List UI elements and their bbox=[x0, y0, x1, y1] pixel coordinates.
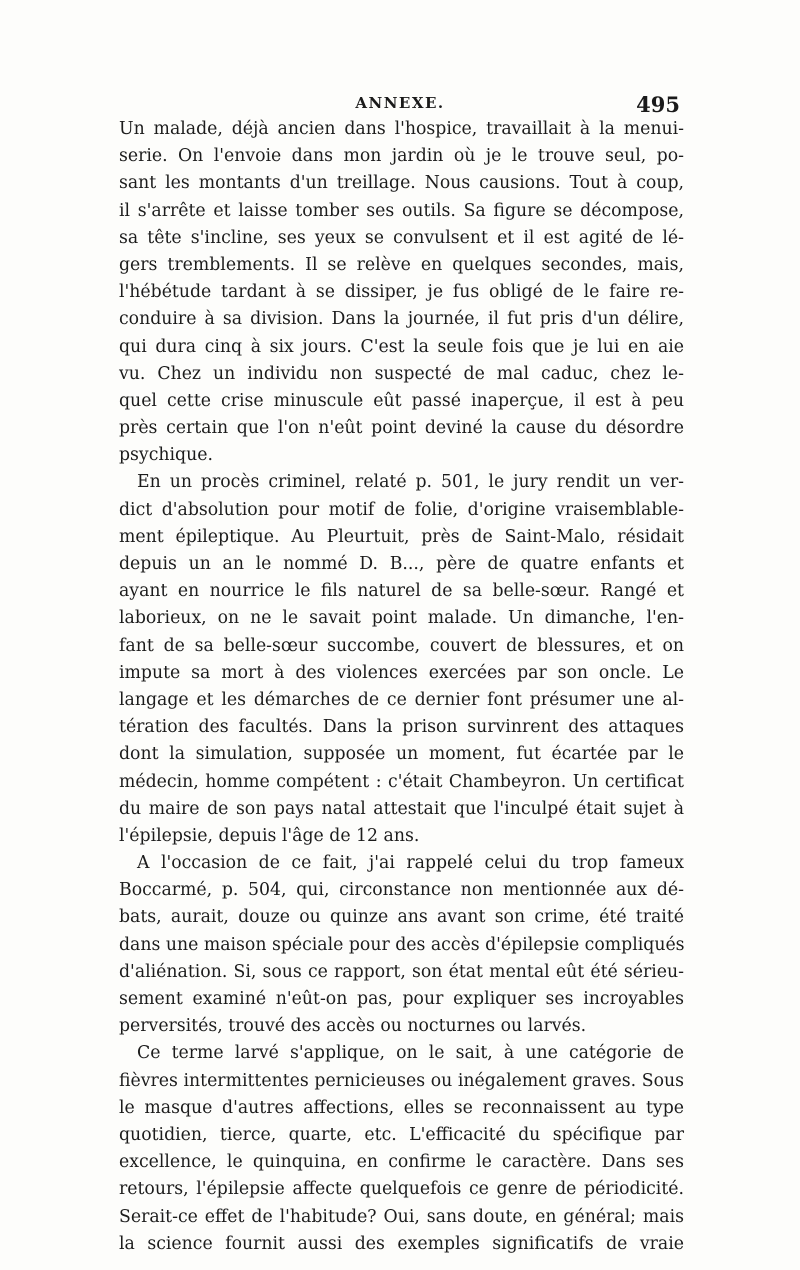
text-line: excellence, le quinquina, en confirme le caractère. Dans ses bbox=[119, 1152, 684, 1173]
text-line: En un procès criminel, relaté p. 501, le jury rendit un ver- bbox=[137, 472, 684, 493]
text-line: gers tremblements. Il se relève en quelques secondes, mais, bbox=[119, 254, 684, 275]
body-text bbox=[119, 116, 684, 1258]
text-line: qui dura cinq à six jours. C'est la seule fois que je lui en aie bbox=[119, 336, 684, 357]
text-line: sement examiné n'eût-on pas, pour expliquer ses incroyables bbox=[119, 989, 684, 1009]
text-line: Serait-ce effet de l'habitude? Oui, sans doute, en général; mais bbox=[119, 1206, 684, 1227]
text-line: tération des facultés. Dans la prison survinrent des attaques bbox=[119, 717, 684, 738]
text-line: psychique. bbox=[119, 445, 213, 466]
text-line: laborieux, on ne le savait point malade. Un dimanche, l'en- bbox=[119, 608, 684, 629]
text-line: conduire à sa division. Dans la journée, il fut pris d'un délire, bbox=[119, 309, 684, 330]
text-line: l'épilepsie, depuis l'âge de 12 ans. bbox=[119, 825, 420, 846]
text-line: il s'arrête et laisse tomber ses outils. Sa figure se décompose, bbox=[119, 200, 684, 221]
text-line: la science fournit aussi des exemples significatifs de vraie bbox=[119, 1233, 684, 1254]
text-line: sa tête s'incline, ses yeux se convulsent et il est agité de lé- bbox=[119, 227, 684, 248]
text-line: depuis un an le nommé D. B..., père de quatre enfants et bbox=[119, 554, 684, 574]
text-line: retours, l'épilepsie affecte quelquefois ce genre de périodicité. bbox=[119, 1179, 684, 1200]
text-line: du maire de son pays natal attestait que l'inculpé était sujet à bbox=[119, 798, 684, 819]
running-head: ANNEXE. bbox=[355, 94, 445, 112]
text-line: quel cette crise minuscule eût passé inaperçue, il est à peu bbox=[119, 390, 684, 411]
text-line: dict d'absolution pour motif de folie, d'origine vraisemblable- bbox=[119, 499, 684, 520]
text-line: d'aliénation. Si, sous ce rapport, son état mental eût été sérieu- bbox=[119, 961, 684, 982]
text-line: Boccarmé, p. 504, qui, circonstance non mentionnée aux dé- bbox=[119, 880, 684, 901]
text-line: ment épileptique. Au Pleurtuit, près de Saint-Malo, résidait bbox=[119, 526, 684, 547]
text-line: l'hébétude tardant à se dissiper, je fus obligé de le faire re- bbox=[119, 282, 684, 303]
paragraph bbox=[119, 1040, 684, 1258]
text-line: le masque d'autres affections, elles se reconnaissent au type bbox=[119, 1097, 684, 1118]
text-line: médecin, homme compétent : c'était Chambeyron. Un certificat bbox=[119, 771, 684, 792]
text-line: près certain que l'on n'eût point deviné la cause du désordre bbox=[119, 418, 684, 439]
paragraph bbox=[119, 116, 684, 469]
text-line: ayant en nourrice le fils naturel de sa belle-sœur. Rangé et bbox=[119, 581, 684, 602]
paragraph bbox=[119, 469, 684, 850]
text-line: fant de sa belle-sœur succombe, couvert de blessures, et on bbox=[119, 635, 684, 656]
text-line: A l'occasion de ce fait, j'ai rappelé celui du trop fameux bbox=[137, 853, 684, 874]
paragraph bbox=[119, 850, 684, 1040]
text-line: fièvres intermittentes pernicieuses ou inégalement graves. Sous bbox=[119, 1070, 684, 1091]
page-number: 495 bbox=[636, 92, 680, 117]
text-line: impute sa mort à des violences exercées par son oncle. Le bbox=[119, 662, 684, 683]
text-line: langage et les démarches de ce dernier font présumer une al- bbox=[119, 689, 684, 710]
text-line: Un malade, déjà ancien dans l'hospice, travaillait à la menui- bbox=[119, 119, 684, 139]
text-line: sant les montants d'un treillage. Nous causions. Tout à coup, bbox=[119, 173, 684, 194]
text-line: quotidien, tierce, quarte, etc. L'efficacité du spécifique par bbox=[119, 1124, 684, 1145]
text-line: dont la simulation, supposée un moment, fut écartée par le bbox=[119, 744, 684, 765]
text-line: serie. On l'envoie dans mon jardin où je le trouve seul, po- bbox=[119, 146, 684, 167]
text-line: bats, aurait, douze ou quinze ans avant son crime, été traité bbox=[119, 907, 684, 928]
text-line: dans une maison spéciale pour des accès d'épilepsie compliqués bbox=[119, 934, 685, 955]
text-line: Ce terme larvé s'applique, on le sait, à une catégorie de bbox=[137, 1043, 684, 1064]
text-line: perversités, trouvé des accès ou nocturnes ou larvés. bbox=[119, 1016, 587, 1037]
text-line: vu. Chez un individu non suspecté de mal caduc, chez le- bbox=[119, 363, 684, 384]
